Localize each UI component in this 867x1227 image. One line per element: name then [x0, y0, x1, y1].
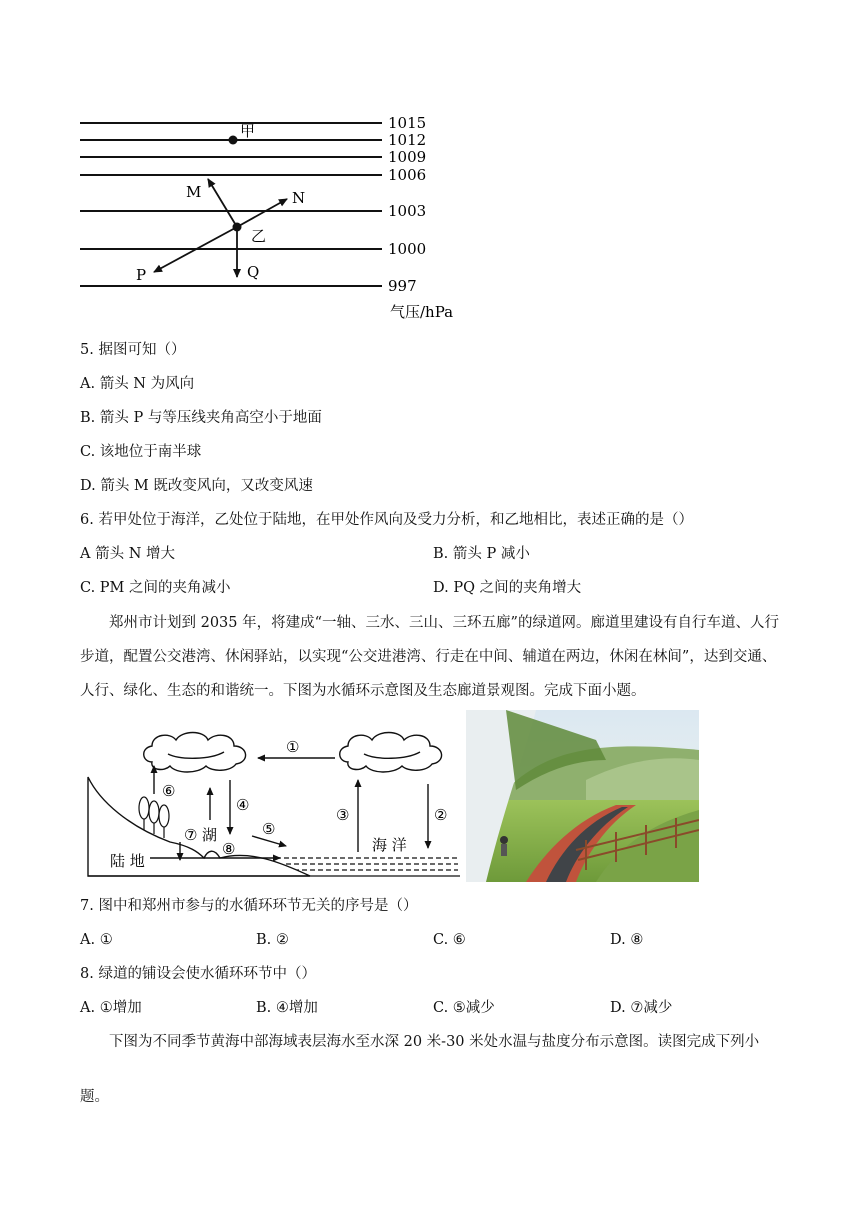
label-8: ⑧ — [222, 840, 236, 858]
isobar-diagram — [70, 105, 490, 330]
label-1009: 1009 — [388, 148, 427, 166]
label-5: ⑤ — [262, 820, 276, 838]
unit-label: 气压/hPa — [390, 303, 454, 321]
label-7: ⑦ — [184, 826, 198, 844]
q8-option-a: A. ①增加 — [80, 1000, 142, 1016]
q7-stem: 7. 图中和郑州市参与的水循环环节无关的序号是（） — [80, 898, 418, 914]
label-1012: 1012 — [388, 131, 427, 149]
label-3: ③ — [336, 806, 350, 824]
final-passage-line2: 题。 — [80, 1089, 109, 1105]
q6-option-b: B. 箭头 P 减小 — [433, 546, 530, 562]
arrow-p-label: P — [136, 266, 147, 284]
land-label: 陆 地 — [110, 852, 145, 870]
label-4: ④ — [236, 796, 250, 814]
q5-option-d: D. 箭头 M 既改变风向，又改变风速 — [80, 478, 313, 494]
q7-option-b: B. ② — [256, 932, 289, 948]
arrow-n-label: N — [292, 189, 306, 207]
greenway-photo — [466, 710, 699, 882]
arrow-n — [237, 199, 287, 227]
q8-stem: 8. 绿道的铺设会使水循环环节中（） — [80, 966, 316, 982]
point-yi-label: 乙 — [251, 227, 267, 245]
q8-option-b: B. ④增加 — [256, 1000, 318, 1016]
ocean-label: 海 洋 — [372, 836, 407, 854]
q5-option-c: C. 该地位于南半球 — [80, 444, 202, 460]
q8-option-d: D. ⑦减少 — [610, 1000, 673, 1016]
label-997: 997 — [388, 277, 417, 295]
label-1015: 1015 — [388, 114, 427, 132]
q7-option-d: D. ⑧ — [610, 932, 644, 948]
q5-option-b: B. 箭头 P 与等压线夹角高空小于地面 — [80, 410, 322, 426]
arrow-m — [208, 179, 237, 227]
point-jia — [229, 136, 238, 145]
final-passage-line1: 下图为不同季节黄海中部海域表层海水至水深 20 米-30 米处水温与盐度分布示意图。读图完成下列小 — [109, 1034, 760, 1050]
cloud-right — [340, 733, 442, 773]
q6-option-a: A 箭头 N 增大 — [80, 546, 175, 562]
label-1003: 1003 — [388, 202, 427, 220]
cloud-left — [144, 733, 246, 773]
label-1006: 1006 — [388, 166, 427, 184]
q7-option-c: C. ⑥ — [433, 932, 466, 948]
ocean — [276, 858, 458, 870]
label-1000: 1000 — [388, 240, 427, 258]
q5-stem: 5. 据图可知（） — [80, 342, 186, 358]
passage-text: 郑州市计划到 2035 年，将建成“一轴、三水、三山、三环五廊”的绿道网。廊道里建设有自行车道、人行步道，配置公交港湾、休闲驿站，以实现“公交进港湾、行走在中间、辅道在两边，休闲在林间”，达到交通、人行、绿化、生态的和谐统一。下图为水循环示意图及生态廊道景观图。完成下面小题。 — [80, 615, 779, 699]
label-2: ② — [434, 806, 448, 824]
q6-stem: 6. 若甲处位于海洋，乙处位于陆地，在甲处作风向及受力分析，和乙地相比，表述正确的是（） — [80, 512, 693, 528]
q6-option-d: D. PQ 之间的夹角增大 — [433, 580, 582, 596]
point-yi — [233, 223, 242, 232]
label-6: ⑥ — [162, 782, 176, 800]
q8-option-c: C. ⑤减少 — [433, 1000, 495, 1016]
q5-option-a: A. 箭头 N 为风向 — [80, 376, 195, 392]
water-cycle-diagram — [80, 722, 465, 887]
greenway-photo-illustration — [466, 710, 699, 882]
lake-label: 湖 — [202, 826, 218, 844]
q6-option-c: C. PM 之间的夹角减小 — [80, 580, 231, 596]
label-1: ① — [286, 738, 300, 756]
q7-option-a: A. ① — [80, 932, 113, 948]
arrow-q-label: Q — [247, 263, 260, 281]
arrow-m-label: M — [186, 183, 202, 201]
point-jia-label: 甲 — [240, 122, 256, 140]
